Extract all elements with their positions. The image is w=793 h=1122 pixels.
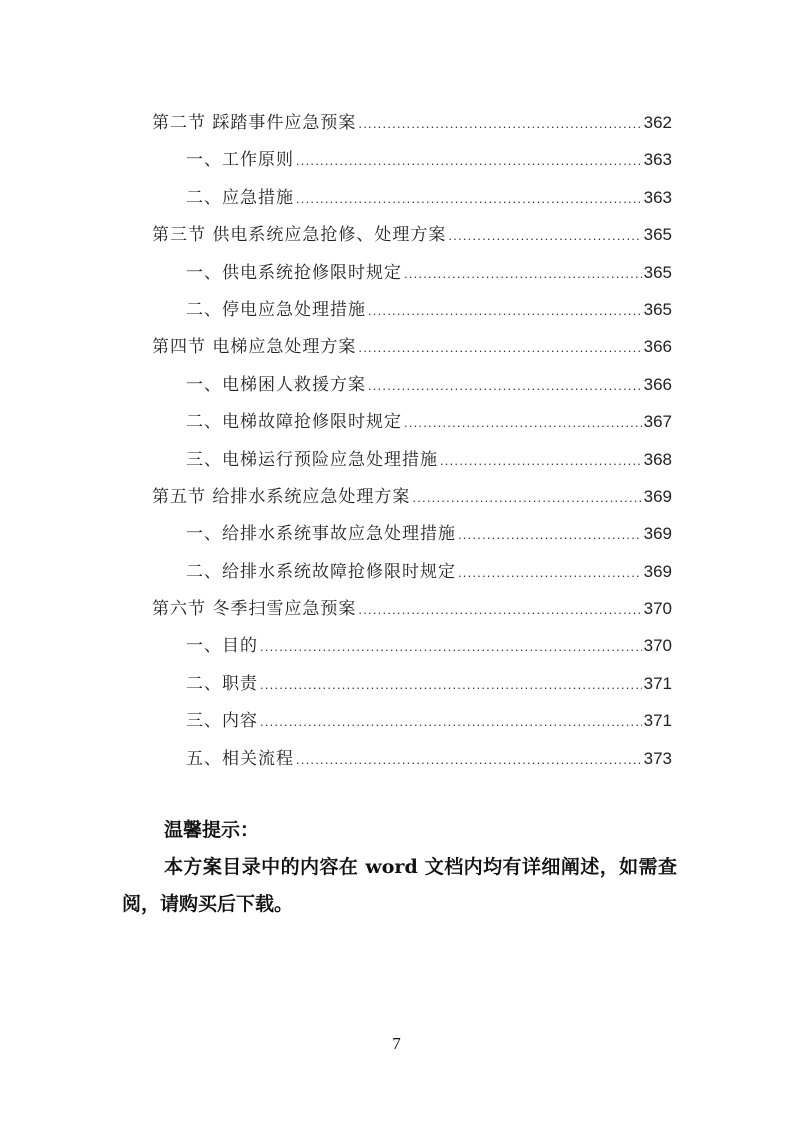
dot-leader (368, 367, 642, 404)
toc-entry-page: 365 (643, 225, 672, 245)
toc-entry[interactable] (152, 179, 672, 216)
toc-entry-page: 369 (643, 561, 672, 581)
toc-entry-section-2[interactable] (152, 104, 672, 141)
dot-leader (296, 142, 642, 179)
toc-entry-title: 一、供电系统抢修限时规定 (186, 262, 402, 283)
toc-entry-title: 三、电梯运行预险应急处理措施 (186, 449, 438, 470)
toc-entry-title: 五、相关流程 (186, 748, 294, 769)
toc-entry-title: 二、电梯故障抢修限时规定 (186, 412, 402, 433)
toc-entry-title: 第六节 冬季扫雪应急预案 (152, 599, 357, 620)
toc-entry-title: 一、电梯困人救援方案 (186, 374, 366, 395)
toc-entry-section-3[interactable] (152, 216, 672, 253)
toc-entry-title: 第四节 电梯应急处理方案 (152, 337, 357, 358)
toc-entry-title: 二、应急措施 (186, 187, 294, 208)
toc-entry-page: 365 (643, 299, 672, 319)
dot-leader (458, 554, 642, 591)
dot-leader (260, 703, 642, 740)
toc-entry-title: 第五节 给排水系统应急处理方案 (152, 486, 411, 507)
toc-entry[interactable] (152, 441, 672, 478)
toc-entry[interactable] (152, 553, 672, 590)
dot-leader (358, 105, 641, 142)
toc-entry[interactable] (152, 665, 672, 702)
toc-entry-page: 368 (643, 449, 672, 469)
dot-leader (448, 217, 641, 254)
toc-entry-section-6[interactable] (152, 590, 672, 627)
toc-entry[interactable] (152, 291, 672, 328)
toc-entry-page: 369 (643, 524, 672, 544)
dot-leader (358, 329, 641, 366)
toc-entry-title: 第三节 供电系统应急抢修、处理方案 (152, 225, 447, 246)
toc-entry[interactable] (152, 403, 672, 440)
toc-entry-page: 370 (643, 599, 672, 619)
toc-entry[interactable] (152, 515, 672, 552)
toc-entry-page: 367 (643, 412, 672, 432)
toc-entry-page: 363 (643, 150, 672, 170)
toc-entry-page: 362 (643, 113, 672, 132)
dot-leader (296, 180, 642, 217)
toc-entry-title: 二、职责 (186, 673, 258, 694)
toc-entry-page: 371 (643, 711, 672, 731)
toc-entry-page: 373 (643, 748, 672, 768)
dot-leader (260, 666, 642, 703)
dot-leader (412, 479, 641, 516)
dot-leader (458, 516, 642, 553)
toc-entry[interactable] (152, 740, 672, 777)
notice-title: 温馨提示： (164, 819, 260, 841)
toc-entry-title: 第二节 踩踏事件应急预案 (152, 113, 357, 133)
toc-entry-title: 三、内容 (186, 711, 258, 732)
toc-entry-title: 一、目的 (186, 636, 258, 657)
toc-entry[interactable] (152, 254, 672, 291)
toc-entry-page: 369 (643, 486, 672, 506)
dot-leader (440, 442, 642, 479)
dot-leader (296, 741, 642, 778)
table-of-contents (152, 104, 672, 777)
toc-entry-page: 366 (643, 374, 672, 394)
dot-leader (358, 591, 641, 628)
toc-entry-page: 371 (643, 673, 672, 693)
toc-entry-page: 365 (643, 262, 672, 282)
dot-leader (368, 292, 642, 329)
notice-block (122, 812, 677, 923)
notice-body: 本方案目录中的内容在 word 文档内均有详细阐述，如需查阅，请购买后下载。 (122, 856, 677, 915)
toc-entry-page: 366 (643, 337, 672, 357)
toc-entry[interactable] (152, 141, 672, 178)
dot-leader (260, 628, 642, 665)
page-number: 7 (392, 1034, 401, 1053)
toc-entry[interactable] (152, 366, 672, 403)
toc-entry[interactable] (152, 702, 672, 739)
toc-entry[interactable] (152, 627, 672, 664)
toc-entry-page: 363 (643, 187, 672, 207)
toc-entry-title: 二、给排水系统故障抢修限时规定 (186, 561, 456, 582)
toc-entry-section-4[interactable] (152, 328, 672, 365)
toc-entry-title: 一、给排水系统事故应急处理措施 (186, 524, 456, 545)
dot-leader (404, 404, 642, 441)
toc-entry-section-5[interactable] (152, 478, 672, 515)
toc-entry-title: 二、停电应急处理措施 (186, 299, 366, 320)
toc-entry-title: 一、工作原则 (186, 150, 294, 171)
toc-entry-page: 370 (643, 636, 672, 656)
dot-leader (404, 255, 642, 292)
